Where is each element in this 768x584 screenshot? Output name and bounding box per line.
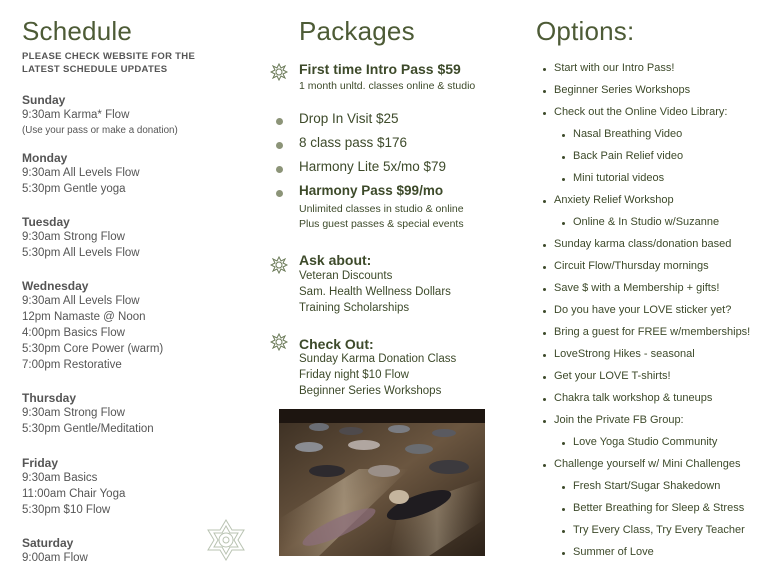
- bullet-dot: [543, 310, 546, 313]
- bullet-dot: [562, 134, 565, 137]
- check-item: Beginner Series Workshops: [299, 385, 442, 397]
- day-friday: Friday: [22, 456, 59, 470]
- class-line: 12pm Namaste @ Noon: [22, 311, 146, 323]
- class-note: (Use your pass or make a donation): [22, 125, 178, 136]
- option-item: Get your LOVE T-shirts!: [554, 370, 671, 382]
- option-item: Bring a guest for FREE w/memberships!: [554, 326, 751, 338]
- package-harmony-lite: Harmony Lite 5x/mo $79: [299, 159, 447, 174]
- bullet-dot: [543, 90, 546, 93]
- class-line: 9:30am All Levels Flow: [22, 167, 140, 179]
- class-line: 5:30pm All Levels Flow: [22, 247, 140, 259]
- bullet-dot: [543, 244, 546, 247]
- packages-heading: Packages: [299, 16, 415, 46]
- bullet-dot: [276, 190, 283, 197]
- option-item: Check out the Online Video Library:: [554, 106, 728, 118]
- option-subitem: Nasal Breathing Video: [573, 128, 683, 140]
- bullet-dot: [562, 486, 565, 489]
- package-drop-in: Drop In Visit $25: [299, 111, 399, 126]
- option-subitem: Love Yoga Studio Community: [573, 436, 718, 448]
- day-saturday: Saturday: [22, 536, 74, 550]
- day-monday: Monday: [22, 151, 68, 165]
- bullet-dot: [543, 288, 546, 291]
- option-subitem: Better Breathing for Sleep & Stress: [573, 502, 745, 514]
- bullet-dot: [543, 398, 546, 401]
- class-line: 5:30pm Gentle yoga: [22, 183, 126, 195]
- ask-item: Veteran Discounts: [299, 270, 393, 282]
- bullet-dot: [276, 166, 283, 173]
- ask-about-title: Ask about:: [299, 252, 372, 268]
- schedule-heading: Schedule: [22, 16, 133, 46]
- class-line: 9:30am All Levels Flow: [22, 295, 140, 307]
- class-line: 5:30pm $10 Flow: [22, 504, 111, 516]
- class-line: 9:30am Strong Flow: [22, 231, 125, 243]
- bullet-dot: [543, 332, 546, 335]
- class-line: 9:30am Strong Flow: [22, 407, 125, 419]
- bullet-dot: [543, 354, 546, 357]
- bullet-dot: [543, 420, 546, 423]
- lotus-icon: [270, 333, 288, 351]
- option-subitem: Fresh Start/Sugar Shakedown: [573, 480, 721, 492]
- bullet-dot: [562, 442, 565, 445]
- bullet-dot: [562, 508, 565, 511]
- class-line: 7:00pm Restorative: [22, 359, 122, 371]
- day-sunday: Sunday: [22, 93, 66, 107]
- lotus-icon: [270, 256, 288, 274]
- bullet-dot: [543, 68, 546, 71]
- bullet-dot: [562, 530, 565, 533]
- check-item: Friday night $10 Flow: [299, 369, 409, 381]
- schedule-note-line2: LATEST SCHEDULE UPDATES: [22, 64, 168, 75]
- package-harmony-pass: Harmony Pass $99/mo: [299, 183, 444, 198]
- option-item: Join the Private FB Group:: [554, 414, 684, 426]
- check-item: Sunday Karma Donation Class: [299, 353, 457, 365]
- class-line: 5:30pm Core Power (warm): [22, 343, 164, 355]
- bullet-dot: [562, 156, 565, 159]
- schedule-note-line1: PLEASE CHECK WEBSITE FOR THE: [22, 51, 196, 62]
- bullet-dot: [276, 142, 283, 149]
- class-line: 9:00am Flow: [22, 552, 88, 564]
- bullet-dot: [562, 552, 565, 555]
- option-subitem: Try Every Class, Try Every Teacher: [573, 524, 745, 536]
- option-item: Do you have your LOVE sticker yet?: [554, 304, 732, 316]
- option-item: LoveStrong Hikes - seasonal: [554, 348, 695, 360]
- yoga-class-photo: [279, 409, 485, 556]
- ask-item: Sam. Health Wellness Dollars: [299, 286, 451, 298]
- options-heading: Options:: [536, 16, 635, 46]
- option-item: Chakra talk workshop & tuneups: [554, 392, 713, 404]
- class-line: 11:00am Chair Yoga: [22, 488, 126, 500]
- option-item: Anxiety Relief Workshop: [554, 194, 674, 206]
- package-8-class: 8 class pass $176: [299, 135, 408, 150]
- bullet-dot: [276, 118, 283, 125]
- lotus-mandala-icon: [204, 518, 248, 562]
- ask-item: Training Scholarships: [299, 302, 410, 314]
- option-item: Save $ with a Membership + gifts!: [554, 282, 720, 294]
- harmony-sub: Plus guest passes & special events: [299, 218, 464, 230]
- day-tuesday: Tuesday: [22, 215, 70, 229]
- class-line: 5:30pm Gentle/Meditation: [22, 423, 154, 435]
- option-item: Beginner Series Workshops: [554, 84, 691, 96]
- class-line: 9:30am Karma* Flow: [22, 109, 130, 121]
- bullet-dot: [562, 222, 565, 225]
- class-line: 4:00pm Basics Flow: [22, 327, 125, 339]
- option-item: Start with our Intro Pass!: [554, 62, 675, 74]
- intro-pass-title: First time Intro Pass $59: [299, 61, 461, 77]
- check-out-title: Check Out:: [299, 336, 374, 352]
- option-subitem: Online & In Studio w/Suzanne: [573, 216, 720, 228]
- option-item: Circuit Flow/Thursday mornings: [554, 260, 709, 272]
- bullet-dot: [543, 376, 546, 379]
- option-subitem: Summer of Love: [573, 546, 654, 558]
- option-item: Sunday karma class/donation based: [554, 238, 732, 250]
- option-item: Challenge yourself w/ Mini Challenges: [554, 458, 741, 470]
- day-thursday: Thursday: [22, 391, 77, 405]
- bullet-dot: [543, 200, 546, 203]
- intro-pass-subtitle: 1 month unltd. classes online & studio: [299, 80, 476, 92]
- day-wednesday: Wednesday: [22, 279, 89, 293]
- lotus-icon: [270, 63, 288, 81]
- option-subitem: Mini tutorial videos: [573, 172, 665, 184]
- harmony-sub: Unlimited classes in studio & online: [299, 203, 464, 215]
- class-line: 9:30am Basics: [22, 472, 98, 484]
- bullet-dot: [543, 112, 546, 115]
- bullet-dot: [562, 178, 565, 181]
- option-subitem: Back Pain Relief video: [573, 150, 684, 162]
- bullet-dot: [543, 266, 546, 269]
- bullet-dot: [543, 464, 546, 467]
